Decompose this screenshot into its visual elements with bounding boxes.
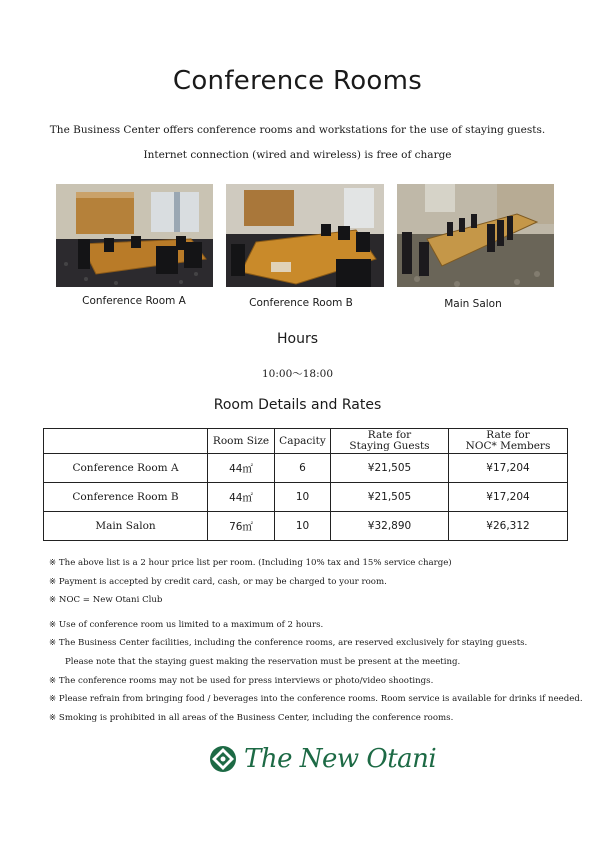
new-otani-emblem-icon [208,744,238,774]
note-time-limit: ※ Use of conference room us limited to a maximum of 2 hours. [49,619,324,630]
notes-list [49,554,583,727]
rate-guests-header-line1: Rate for [367,429,412,441]
main-salon-caption: Main Salon [444,298,502,310]
room-header [44,429,208,454]
page-title: Conference Rooms [172,66,423,96]
room-size: 76㎡ [208,512,275,541]
room-name: Conference Room A [44,454,208,483]
room-name: Main Salon [44,512,208,541]
rate-noc-header-line1: Rate for [486,429,530,441]
rates-table [43,428,568,541]
room-size-header: Room Size [208,429,275,454]
rate-noc-header-line2: NOC* Members [465,440,551,452]
intro-text: The Business Center offers conference rooms and workstations for the use of staying guests. [49,124,546,136]
note-guests-only: ※ The Business Center facilities, including the conference rooms, are reserved exclusively for staying guests. [49,638,528,649]
note-guest-present: Please note that the staying guest making the reservation must be present at the meeting. [65,656,461,667]
rates-heading: Room Details and Rates [213,397,382,413]
rate-guests-header-line2: Staying Guests [349,440,430,452]
table-row [44,454,568,483]
room-size: 44㎡ [208,483,275,512]
rate-guests: ¥32,890 [331,512,449,541]
note-no-smoking: ※ Smoking is prohibited in all areas of the Business Center, including the conference rooms. [49,712,454,723]
rate-guests: ¥21,505 [331,483,449,512]
rate-guests-header [331,429,449,454]
room-name: Conference Room B [44,483,208,512]
note-payment: ※ Payment is accepted by credit card, cash, or may be charged to your room. [49,576,387,587]
rate-noc: ¥17,204 [449,454,568,483]
hours-heading: Hours [276,331,318,347]
room-capacity: 10 [275,512,331,541]
conference-room-a-caption: Conference Room A [82,295,186,307]
conference-room-b-caption: Conference Room B [249,297,353,309]
room-capacity: 10 [275,483,331,512]
room-size: 44㎡ [208,454,275,483]
rates-header-row [44,429,568,454]
note-no-food: ※ Please refrain from bringing food / beverages into the conference rooms. Room service is available for drinks if needed. [49,694,583,705]
conference-room-b-photo [226,184,384,287]
note-no-press: ※ The conference rooms may not be used for press interviews or photo/video shootings. [49,675,434,686]
room-capacity: 6 [275,454,331,483]
new-otani-logo [208,744,437,776]
note-price-list: ※ The above list is a 2 hour price list per room. (Including 10% tax and 15% service charge) [49,558,452,568]
note-noc: ※ NOC = New Otani Club [49,595,163,606]
rate-noc: ¥17,204 [449,483,568,512]
main-salon-photo [397,184,554,287]
table-row [44,483,568,512]
internet-note: Internet connection (wired and wireless) is free of charge [143,149,452,161]
rate-guests: ¥21,505 [331,454,449,483]
logo-wordmark: The New Otani [244,744,437,774]
rate-noc: ¥26,312 [449,512,568,541]
table-row [44,512,568,541]
rate-noc-header [449,429,568,454]
conference-room-a-photo [56,184,213,287]
hours-value: 10:00～18:00 [261,368,334,380]
capacity-header: Capacity [275,429,331,454]
